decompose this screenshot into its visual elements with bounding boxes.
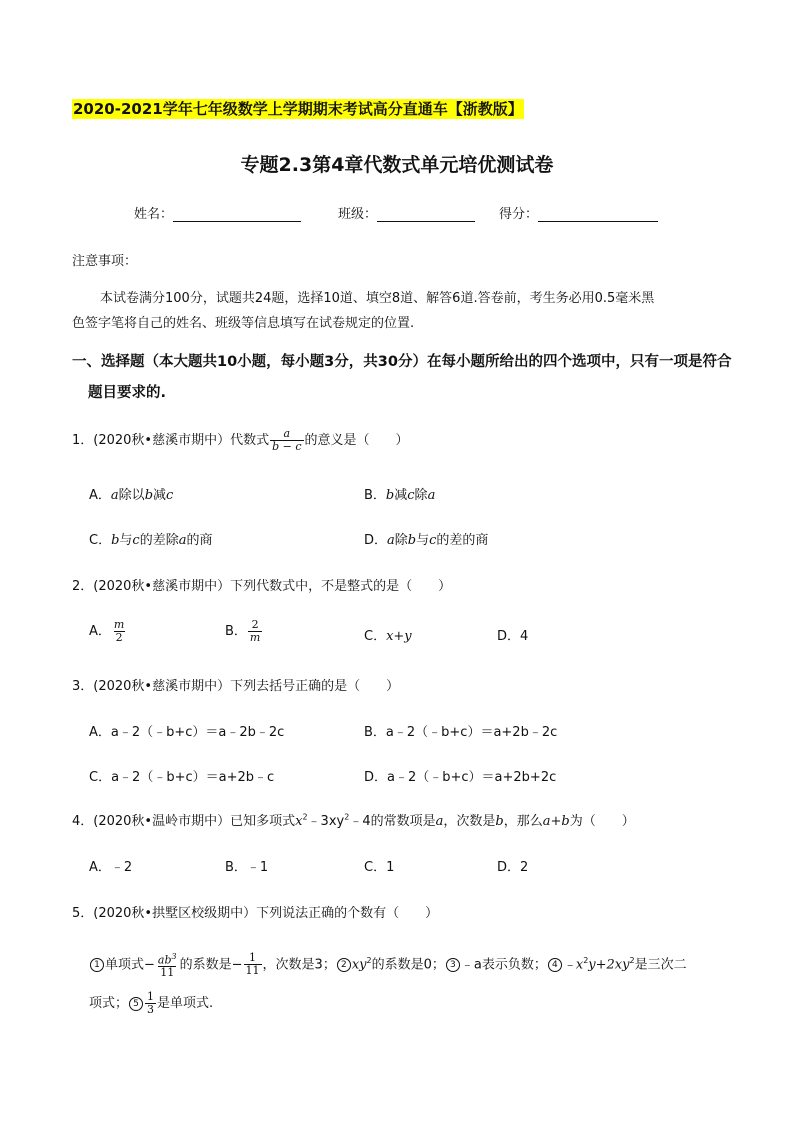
circled-number-3: 3: [446, 958, 460, 972]
question-4-option-d[interactable]: D．2: [497, 860, 529, 875]
notice-heading: 注意事项：: [72, 254, 138, 269]
fraction-a-over-b-minus-c: $\frac{a}{b - c}$: [272, 427, 302, 453]
class-field: [338, 203, 475, 222]
class-blank[interactable]: [377, 207, 475, 222]
section-heading-line-1: 一、选择题（本大题共10小题，每小题3分，共30分）在每小题所给出的四个选项中，只有一项是符合: [72, 354, 732, 370]
score-field: [499, 203, 658, 222]
question-3-option-d[interactable]: D．a﹣2（﹣b+c）＝a+2b+2c: [364, 770, 557, 785]
question-1-option-b[interactable]: B．b减c除a: [364, 488, 436, 503]
name-blank[interactable]: [173, 207, 301, 222]
question-4-stem: 4．(2020秋•温岭市期中）已知多项式$x^2﹣3xy^2﹣4$的常数项是a，次数是b，那么a+b为（ ）: [72, 812, 635, 829]
circled-number-4: 4: [548, 958, 562, 972]
question-5-statements-line-1: 1 单项式− $\frac{ab^3}{11}$ 的系数是− $\frac{1}{11}$ ，次数是3； 2 $xy^2$的系数是0； 3 ﹣a表示负数； 4 $﹣x^2y+2xy^2$是三次二: [89, 944, 687, 982]
question-3-option-b[interactable]: B．a﹣2（﹣b+c）＝a+2b﹣2c: [364, 725, 558, 740]
question-4-option-c[interactable]: C．1: [364, 860, 395, 875]
question-4-option-b[interactable]: B．﹣1: [225, 860, 269, 875]
section-heading-line-2: 题目要求的.: [88, 385, 167, 401]
score-blank[interactable]: [538, 207, 658, 222]
question-1-stem: 1．(2020秋•慈溪市期中）代数式 $\frac{a}{b - c}$ 的意义是（ ）: [72, 427, 409, 453]
circled-number-2: 2: [337, 958, 351, 972]
class-label: 班级：: [338, 207, 378, 222]
notice-line-2: 色签字笔将自己的姓名、班级等信息填写在试卷规定的位置.: [72, 316, 415, 331]
notice-line-1: 本试卷满分100分，试题共24题，选择10道、填空8道、解答6道.答卷前，考生务必用0.5毫米黑: [100, 291, 655, 306]
question-3-stem: 3．(2020秋•慈溪市期中）下列去括号正确的是（ ）: [72, 679, 400, 694]
question-1-option-c[interactable]: C．b与c的差除a的商: [89, 533, 213, 548]
question-2-option-a[interactable]: A． $\frac{m}{2}$: [89, 618, 125, 644]
question-3-option-a[interactable]: A．a﹣2（﹣b+c）＝a﹣2b﹣2c: [89, 725, 285, 740]
question-2-stem: 2．(2020秋•慈溪市期中）下列代数式中，不是整式的是（ ）: [72, 579, 452, 594]
question-3-option-c[interactable]: C．a﹣2（﹣b+c）＝a+2b﹣c: [89, 770, 275, 785]
question-1-option-a[interactable]: A．a除以b减c: [89, 488, 174, 503]
question-5-statements-line-2: 项式； 5 $\frac{1}{3}$ 是单项式.: [89, 990, 214, 1016]
series-banner: 2020-2021学年七年级数学上学期期末考试高分直通车【浙教版】: [73, 100, 523, 118]
name-field: [134, 203, 301, 222]
circled-number-1: 1: [90, 958, 104, 972]
question-2-option-b[interactable]: B． $\frac{2}{m}$: [225, 618, 261, 644]
question-4-option-a[interactable]: A．﹣2: [89, 860, 133, 875]
name-label: 姓名：: [134, 207, 174, 222]
page-title: 专题2.3第4章代数式单元培优测试卷: [240, 154, 554, 176]
score-label: 得分：: [499, 207, 539, 222]
question-2-option-d[interactable]: D．4: [497, 629, 529, 644]
question-2-option-c[interactable]: C．x+y: [364, 629, 412, 644]
question-5-stem: 5．(2020秋•拱墅区校级期中）下列说法正确的个数有（ ）: [72, 906, 439, 921]
circled-number-5: 5: [129, 997, 143, 1011]
question-1-option-d[interactable]: D．a除b与c的差的商: [364, 533, 489, 548]
